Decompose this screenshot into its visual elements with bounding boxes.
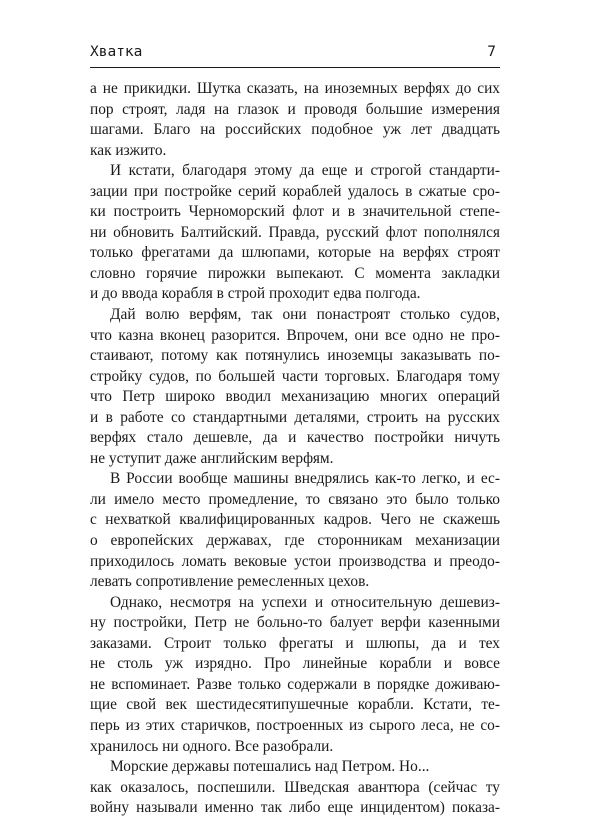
- text-line: и до ввода корабля в строй проходит едва полгода.: [90, 285, 421, 303]
- text-line: ни обновить Балтийский. Правда, русский флот пополнялся: [90, 223, 500, 241]
- text-line: и в работе со стандартными деталями, строить на русских: [90, 408, 500, 426]
- text-line: что казна вконец разорится. Впрочем, они все одно не про-: [90, 326, 500, 344]
- running-header: [90, 44, 500, 64]
- text-line: не вспоминает. Разве только содержали в порядке доживаю-: [90, 675, 500, 693]
- text-line: ли имело место промедление, то связано это было только: [90, 490, 500, 508]
- text-line: шагами. Благо на российских подобное уж лет двадцать: [90, 121, 500, 139]
- text-line: заказами. Строит только фрегаты и шлюпы, да и тех: [90, 634, 500, 652]
- text-line: щие свой век шестидесятипушечные корабли. Кстати, те-: [90, 696, 500, 714]
- text-line: Однако, несмотря на успехи и относительную дешевиз-: [110, 593, 500, 611]
- text-line: Дай волю верфям, так они понастроят столько судов,: [110, 306, 500, 324]
- text-line: а не прикидки. Шутка сказать, на иноземных верфях до сих: [90, 80, 500, 97]
- text-line: пор строят, ладя на глазок и проводя большие измерения: [90, 100, 500, 118]
- body-text: [90, 79, 500, 819]
- text-line: левать сопротивление ремесленных цехов.: [90, 573, 370, 591]
- text-line: стройку судов, по большей части торговых. Благодаря тому: [90, 367, 500, 385]
- text-line: только фрегатами да шлюпами, которые на верфях строят: [90, 244, 500, 262]
- text-line: верфях стало дешевле, да и качество постройки ничуть: [90, 429, 500, 447]
- text-line: перь из этих старичков, построенных из сырого леса, не со-: [90, 716, 500, 734]
- text-line: словно горячие пирожки выпекают. С момента закладки: [90, 264, 500, 282]
- text-line: В России вообще машины внедрялись как-то легко, и ес-: [110, 470, 500, 488]
- page-number: 7: [487, 44, 496, 60]
- text-line: ну постройки, Петр не больно-то балует верфи казенными: [90, 614, 500, 632]
- header-rule: [90, 67, 500, 68]
- text-line: Морские державы потешались над Петром. Но...: [110, 758, 430, 776]
- text-line: хранилось ни одного. Все разобрали.: [90, 737, 334, 755]
- running-title: Хватка: [90, 44, 143, 60]
- text-line: о европейских державах, где сторонникам механизации: [90, 532, 500, 550]
- text-line: И кстати, благодаря этому да еще и строгой стандарти-: [110, 162, 500, 180]
- text-line: ки построить Черноморский флот и в значительной степе-: [90, 203, 500, 221]
- text-line: с нехваткой квалифицированных кадров. Чего не скажешь: [90, 511, 500, 529]
- text-line: стаивают, потому как потянулись иноземцы заказывать по-: [90, 347, 500, 365]
- text-line: приходилось ломать вековые устои производства и преодо-: [90, 552, 500, 570]
- text-line: войну называли именно так либо еще инцидентом) показа-: [90, 799, 500, 817]
- text-line: как изжито.: [90, 141, 167, 159]
- text-line: как оказалось, поспешили. Шведская авантюра (сейчас ту: [90, 778, 500, 796]
- text-line: не столь уж изрядно. Про линейные корабли и вовсе: [90, 655, 500, 673]
- text-line: не уступит даже английским верфям.: [90, 449, 334, 467]
- text-line: зации при постройке серий кораблей удалось в сжатые сро-: [90, 182, 500, 200]
- text-line: что Петр широко вводил механизацию многих операций: [90, 388, 500, 406]
